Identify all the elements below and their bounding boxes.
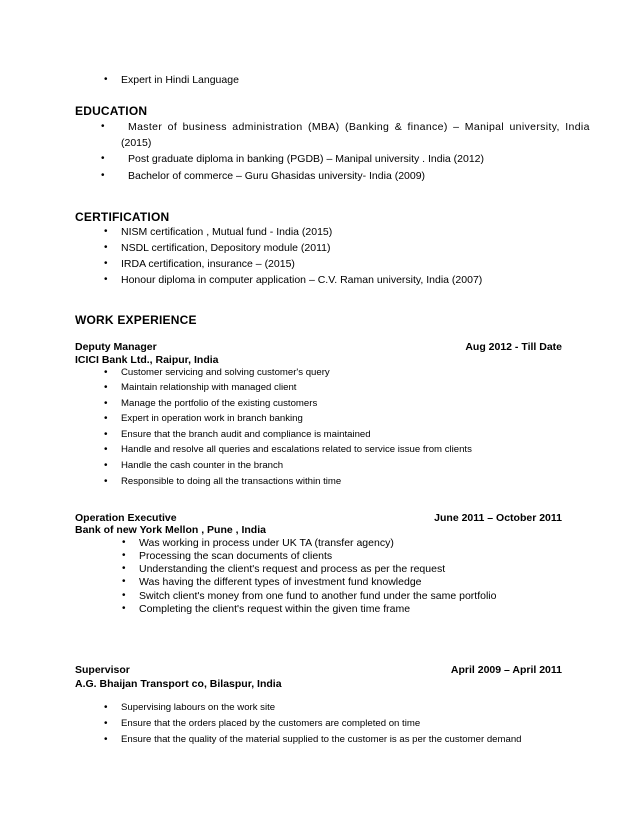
duty-item: Understanding the client's request and process as per the request <box>139 563 446 575</box>
bullet: • <box>104 444 108 455</box>
duty-item: Ensure that the quality of the material supplied to the customer is as per the customer demand <box>121 734 522 745</box>
bullet: • <box>101 153 105 164</box>
job-title: Supervisor <box>75 664 130 676</box>
bullet: • <box>104 382 108 393</box>
job-header <box>75 341 562 353</box>
education-item-line1: Master of business administration (MBA) (Banking & finance) – Manipal university, India <box>128 121 590 133</box>
certification-item: IRDA certification, insurance – (2015) <box>121 258 295 270</box>
job-company: A.G. Bhaijan Transport co, Bilaspur, India <box>75 678 282 690</box>
job-title: Operation Executive <box>75 512 177 524</box>
bullet: • <box>104 702 108 713</box>
bullet: • <box>101 121 105 132</box>
duty-item: Manage the portfolio of the existing customers <box>121 398 318 409</box>
bullet: • <box>104 476 108 487</box>
bullet: • <box>104 367 108 378</box>
bullet: • <box>104 413 108 424</box>
bullet: • <box>122 563 126 574</box>
job-title: Deputy Manager <box>75 341 157 353</box>
duty-item: Switch client's money from one fund to another fund under the same portfolio <box>139 590 497 602</box>
job-header <box>75 664 562 676</box>
certification-item: NSDL certification, Depository module (2011) <box>121 242 331 254</box>
certification-item: Honour diploma in computer application – C.V. Raman university, India (2007) <box>121 274 483 286</box>
bullet: • <box>104 74 108 85</box>
duty-item: Supervising labours on the work site <box>121 702 276 713</box>
duty-item: Was having the different types of investment fund knowledge <box>139 576 422 588</box>
work-experience-heading: WORK EXPERIENCE <box>75 313 197 327</box>
education-item-line2: (2015) <box>121 137 152 149</box>
duty-item: Customer servicing and solving customer's query <box>121 367 330 378</box>
duty-item: Ensure that the orders placed by the customers are completed on time <box>121 718 421 729</box>
duty-item: Ensure that the branch audit and compliance is maintained <box>121 429 371 440</box>
certification-heading: CERTIFICATION <box>75 210 170 224</box>
job-company: Bank of new York Mellon , Pune , India <box>75 524 266 536</box>
job-header <box>75 512 562 524</box>
bullet: • <box>104 718 108 729</box>
education-heading: EDUCATION <box>75 104 148 118</box>
bullet: • <box>104 460 108 471</box>
bullet: • <box>104 226 108 237</box>
bullet: • <box>104 398 108 409</box>
job-dates: April 2009 – April 2011 <box>450 664 562 676</box>
bullet: • <box>122 590 126 601</box>
job-dates: June 2011 – October 2011 <box>434 512 562 524</box>
duty-item: Processing the scan documents of clients <box>139 550 333 562</box>
bullet: • <box>104 734 108 745</box>
education-item: Post graduate diploma in banking (PGDB) – Manipal university . India (2012) <box>128 153 485 165</box>
bullet: • <box>104 274 108 285</box>
duty-item: Expert in operation work in branch banking <box>121 413 303 424</box>
duty-item: Responsible to doing all the transactions within time <box>121 476 342 487</box>
bullet: • <box>122 603 126 614</box>
duty-item: Completing the client's request within the given time frame <box>139 603 411 615</box>
bullet: • <box>104 429 108 440</box>
job-dates: Aug 2012 - Till Date <box>465 341 562 353</box>
bullet: • <box>122 550 126 561</box>
duty-item: Maintain relationship with managed client <box>121 382 297 393</box>
education-item: Bachelor of commerce – Guru Ghasidas university- India (2009) <box>128 170 426 182</box>
duty-item: Handle the cash counter in the branch <box>121 460 284 471</box>
bullet: • <box>122 576 126 587</box>
bullet: • <box>104 258 108 269</box>
certification-item: NISM certification , Mutual fund - India (2015) <box>121 226 333 238</box>
duty-item: Was working in process under UK TA (transfer agency) <box>139 537 394 549</box>
language-item: Expert in Hindi Language <box>121 74 239 86</box>
job-company: ICICI Bank Ltd., Raipur, India <box>75 354 219 366</box>
education-item <box>128 121 590 133</box>
bullet: • <box>104 242 108 253</box>
duty-item: Handle and resolve all queries and escalations related to service issue from clients <box>121 444 472 455</box>
bullet: • <box>122 537 126 548</box>
bullet: • <box>101 170 105 181</box>
